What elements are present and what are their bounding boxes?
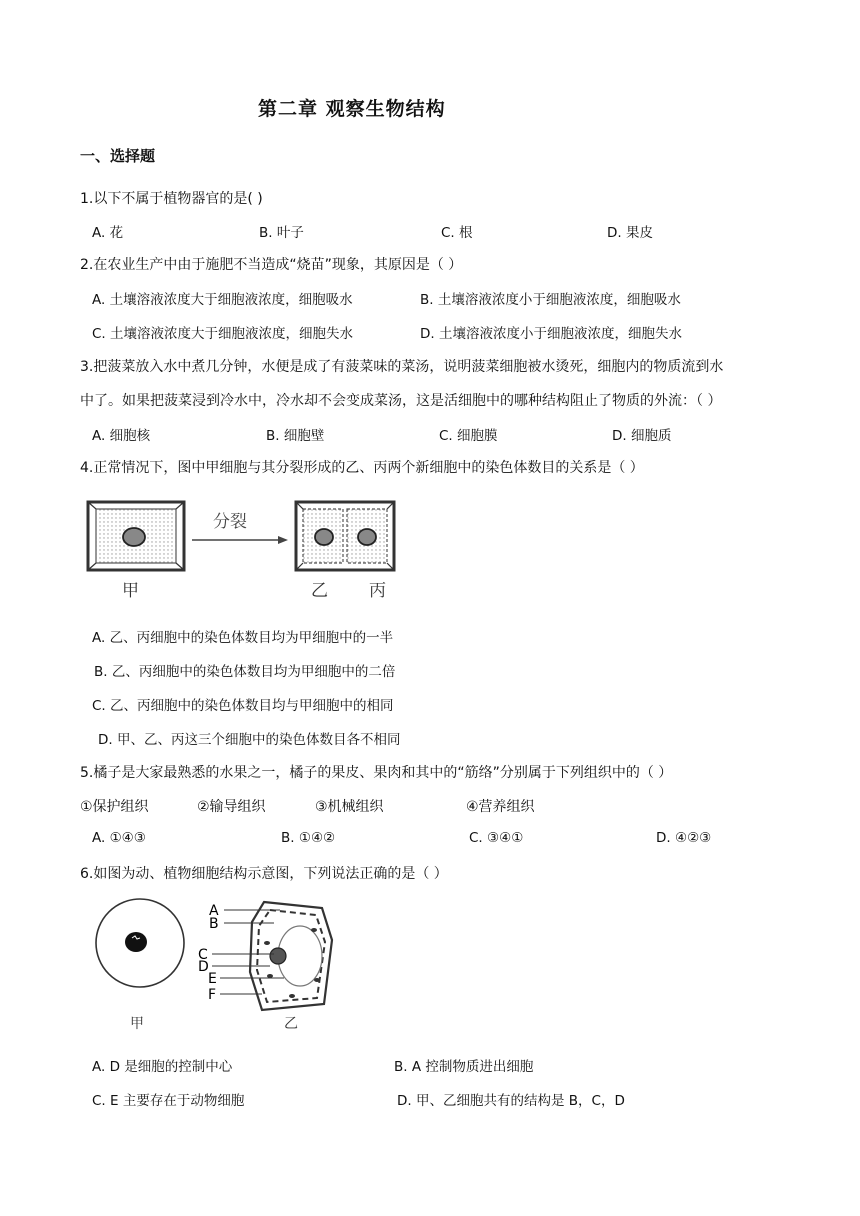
plant-cell-yi — [250, 902, 332, 1010]
question-4-option-d[interactable]: D. 甲、乙、丙这三个细胞中的染色体数目各不相同 — [98, 732, 401, 748]
question-6-option-d[interactable]: D. 甲、乙细胞共有的结构是 B，C，D — [397, 1093, 625, 1109]
question-2-option-c[interactable]: C. 土壤溶液浓度大于细胞液浓度，细胞失水 — [92, 326, 354, 342]
question-3-stem-line2: 中了。如果把菠菜浸到冷水中，冷水却不会变成菜汤，这是活细胞中的哪种结构阻止了物质的外流：（ ） — [80, 393, 722, 409]
question-3-option-a[interactable]: A. 细胞核 — [92, 428, 151, 444]
question-4-option-b[interactable]: B. 乙、丙细胞中的染色体数目均为甲细胞中的二倍 — [94, 664, 396, 680]
question-1-stem: 1.以下不属于植物器官的是( ) — [80, 191, 263, 207]
section-heading: 一、选择题 — [80, 147, 156, 165]
label-b: B — [209, 916, 219, 932]
cell-division-figure — [82, 492, 422, 610]
cell-structure-figure — [84, 896, 354, 1036]
question-2-option-d[interactable]: D. 土壤溶液浓度小于细胞液浓度，细胞失水 — [420, 326, 682, 342]
question-6-option-c[interactable]: C. E 主要存在于动物细胞 — [92, 1093, 245, 1109]
cell-jia — [88, 502, 184, 570]
question-1-option-a[interactable]: A. 花 — [92, 225, 124, 241]
tissue-item-4: ④营养组织 — [466, 799, 535, 815]
arrow-label: 分裂 — [213, 512, 247, 532]
question-2-option-a[interactable]: A. 土壤溶液浓度大于细胞液浓度，细胞吸水 — [92, 292, 353, 308]
label-yi-6: 乙 — [284, 1016, 298, 1032]
question-5-option-d[interactable]: D. ④②③ — [656, 830, 712, 846]
question-1-option-c[interactable]: C. 根 — [441, 225, 473, 241]
label-yi: 乙 — [311, 581, 328, 601]
question-4-option-a[interactable]: A. 乙、丙细胞中的染色体数目均为甲细胞中的一半 — [92, 630, 394, 646]
question-5-option-c[interactable]: C. ③④① — [469, 830, 524, 846]
question-1-option-b[interactable]: B. 叶子 — [259, 225, 304, 241]
question-1-option-d[interactable]: D. 果皮 — [607, 225, 653, 241]
question-5-stem: 5.橘子是大家最熟悉的水果之一，橘子的果皮、果肉和其中的“筋络”分别属于下列组织中的（ ） — [80, 765, 673, 781]
question-2-option-b[interactable]: B. 土壤溶液浓度小于细胞液浓度，细胞吸水 — [420, 292, 681, 308]
label-jia: 甲 — [122, 581, 139, 601]
tissue-item-3: ③机械组织 — [315, 799, 384, 815]
tissue-item-1: ①保护组织 — [80, 799, 149, 815]
question-3-stem-line1: 3.把菠菜放入水中煮几分钟，水便是成了有菠菜味的菜汤，说明菠菜细胞被水烫死，细胞内的物质流到水 — [80, 359, 724, 375]
label-jia-6: 甲 — [130, 1016, 144, 1032]
label-c: C — [198, 947, 208, 963]
question-6-option-a[interactable]: A. D 是细胞的控制中心 — [92, 1059, 233, 1075]
question-2-stem: 2.在农业生产中由于施肥不当造成“烧苗”现象，其原因是（ ） — [80, 257, 463, 273]
question-3-option-c[interactable]: C. 细胞膜 — [439, 428, 498, 444]
label-f: F — [208, 987, 217, 1003]
page-title: 第二章 观察生物结构 — [258, 98, 446, 120]
animal-cell-jia — [96, 899, 184, 987]
label-a: A — [209, 903, 219, 919]
question-6-stem: 6.如图为动、植物细胞结构示意图，下列说法正确的是（ ） — [80, 866, 448, 882]
question-3-option-d[interactable]: D. 细胞质 — [612, 428, 672, 444]
question-3-option-b[interactable]: B. 细胞壁 — [266, 428, 325, 444]
question-6-option-b[interactable]: B. A 控制物质进出细胞 — [394, 1059, 534, 1075]
division-arrow — [192, 536, 288, 544]
tissue-item-2: ②输导组织 — [197, 799, 266, 815]
question-4-option-c[interactable]: C. 乙、丙细胞中的染色体数目均与甲细胞中的相同 — [92, 698, 394, 714]
question-5-option-b[interactable]: B. ①④② — [281, 830, 336, 846]
label-bing: 丙 — [369, 581, 386, 601]
label-d: D — [198, 959, 209, 975]
question-4-stem: 4.正常情况下，图中甲细胞与其分裂形成的乙、丙两个新细胞中的染色体数目的关系是（ ） — [80, 460, 644, 476]
cells-yi-bing — [296, 502, 394, 570]
question-5-option-a[interactable]: A. ①④③ — [92, 830, 146, 846]
label-e: E — [208, 971, 217, 987]
